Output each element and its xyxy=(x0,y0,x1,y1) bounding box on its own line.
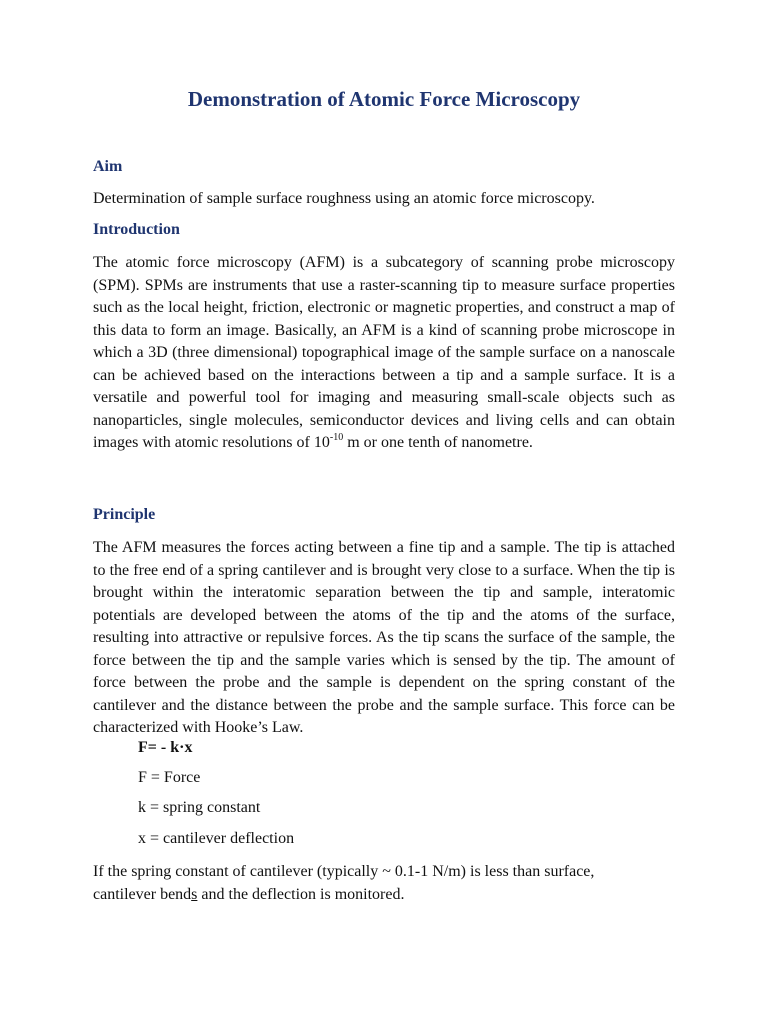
closing-line-2b: s xyxy=(191,885,198,903)
principle-heading: Principle xyxy=(93,506,156,523)
introduction-text xyxy=(93,252,675,455)
hookes-law-formula: F= - k·x xyxy=(138,739,193,756)
closing-line-1: If the spring constant of cantilever (typically ~ 0.1-1 N/m) is less than surface, xyxy=(93,863,595,880)
aim-heading: Aim xyxy=(93,158,123,175)
aim-text: Determination of sample surface roughness using an atomic force microscopy. xyxy=(93,190,595,207)
closing-line-2a: cantilever bend xyxy=(93,885,192,903)
definition-force: F = Force xyxy=(138,769,201,786)
closing-text xyxy=(93,861,693,906)
page-title: Demonstration of Atomic Force Microscopy xyxy=(187,87,581,111)
definition-deflection: x = cantilever deflection xyxy=(138,830,295,847)
introduction-heading: Introduction xyxy=(93,221,180,238)
introduction-text-main: The atomic force microscopy (AFM) is a subcategory of scanning probe microscopy (SPM). SPMs are instruments that use a raster-scanning tip to measure surface properties such as the local height, friction, electronic or magnetic properties, and construct a map of this data to form an image. Basically, an AFM is a kind of scanning probe microscope in which a 3D (three dimensional) topographical image of the sample surface on a nanoscale can be achieved based on the interactions between a tip and a sample surface. It is a versatile and powerful tool for imaging and measuring small-scale objects such as nanoparticles, single molecules, semiconductor devices and living cells and can obtain images with atomic resolutions of 10 xyxy=(93,254,675,451)
definition-spring-constant: k = spring constant xyxy=(138,799,261,816)
exponent: -10 xyxy=(329,431,344,443)
introduction-text-end: m or one tenth of nanometre. xyxy=(343,434,533,451)
principle-text: The AFM measures the forces acting between a fine tip and a sample. The tip is attached to the free end of a spring cantilever and is brought very close to a surface. When the tip is brought within the interatomic separation between the tip and sample, interatomic potentials are developed between the atoms of the tip and the atoms of the surface, resulting into attractive or repulsive forces. As the tip scans the surface of the sample, the force between the tip and the sample varies which is sensed by the tip. The amount of force between the probe and the sample is dependent on the spring constant of the cantilever and the distance between the probe and the sample surface. This force can be characterized with Hooke’s Law. xyxy=(93,539,675,736)
closing-line-2c: and the deflection is monitored. xyxy=(197,885,405,903)
